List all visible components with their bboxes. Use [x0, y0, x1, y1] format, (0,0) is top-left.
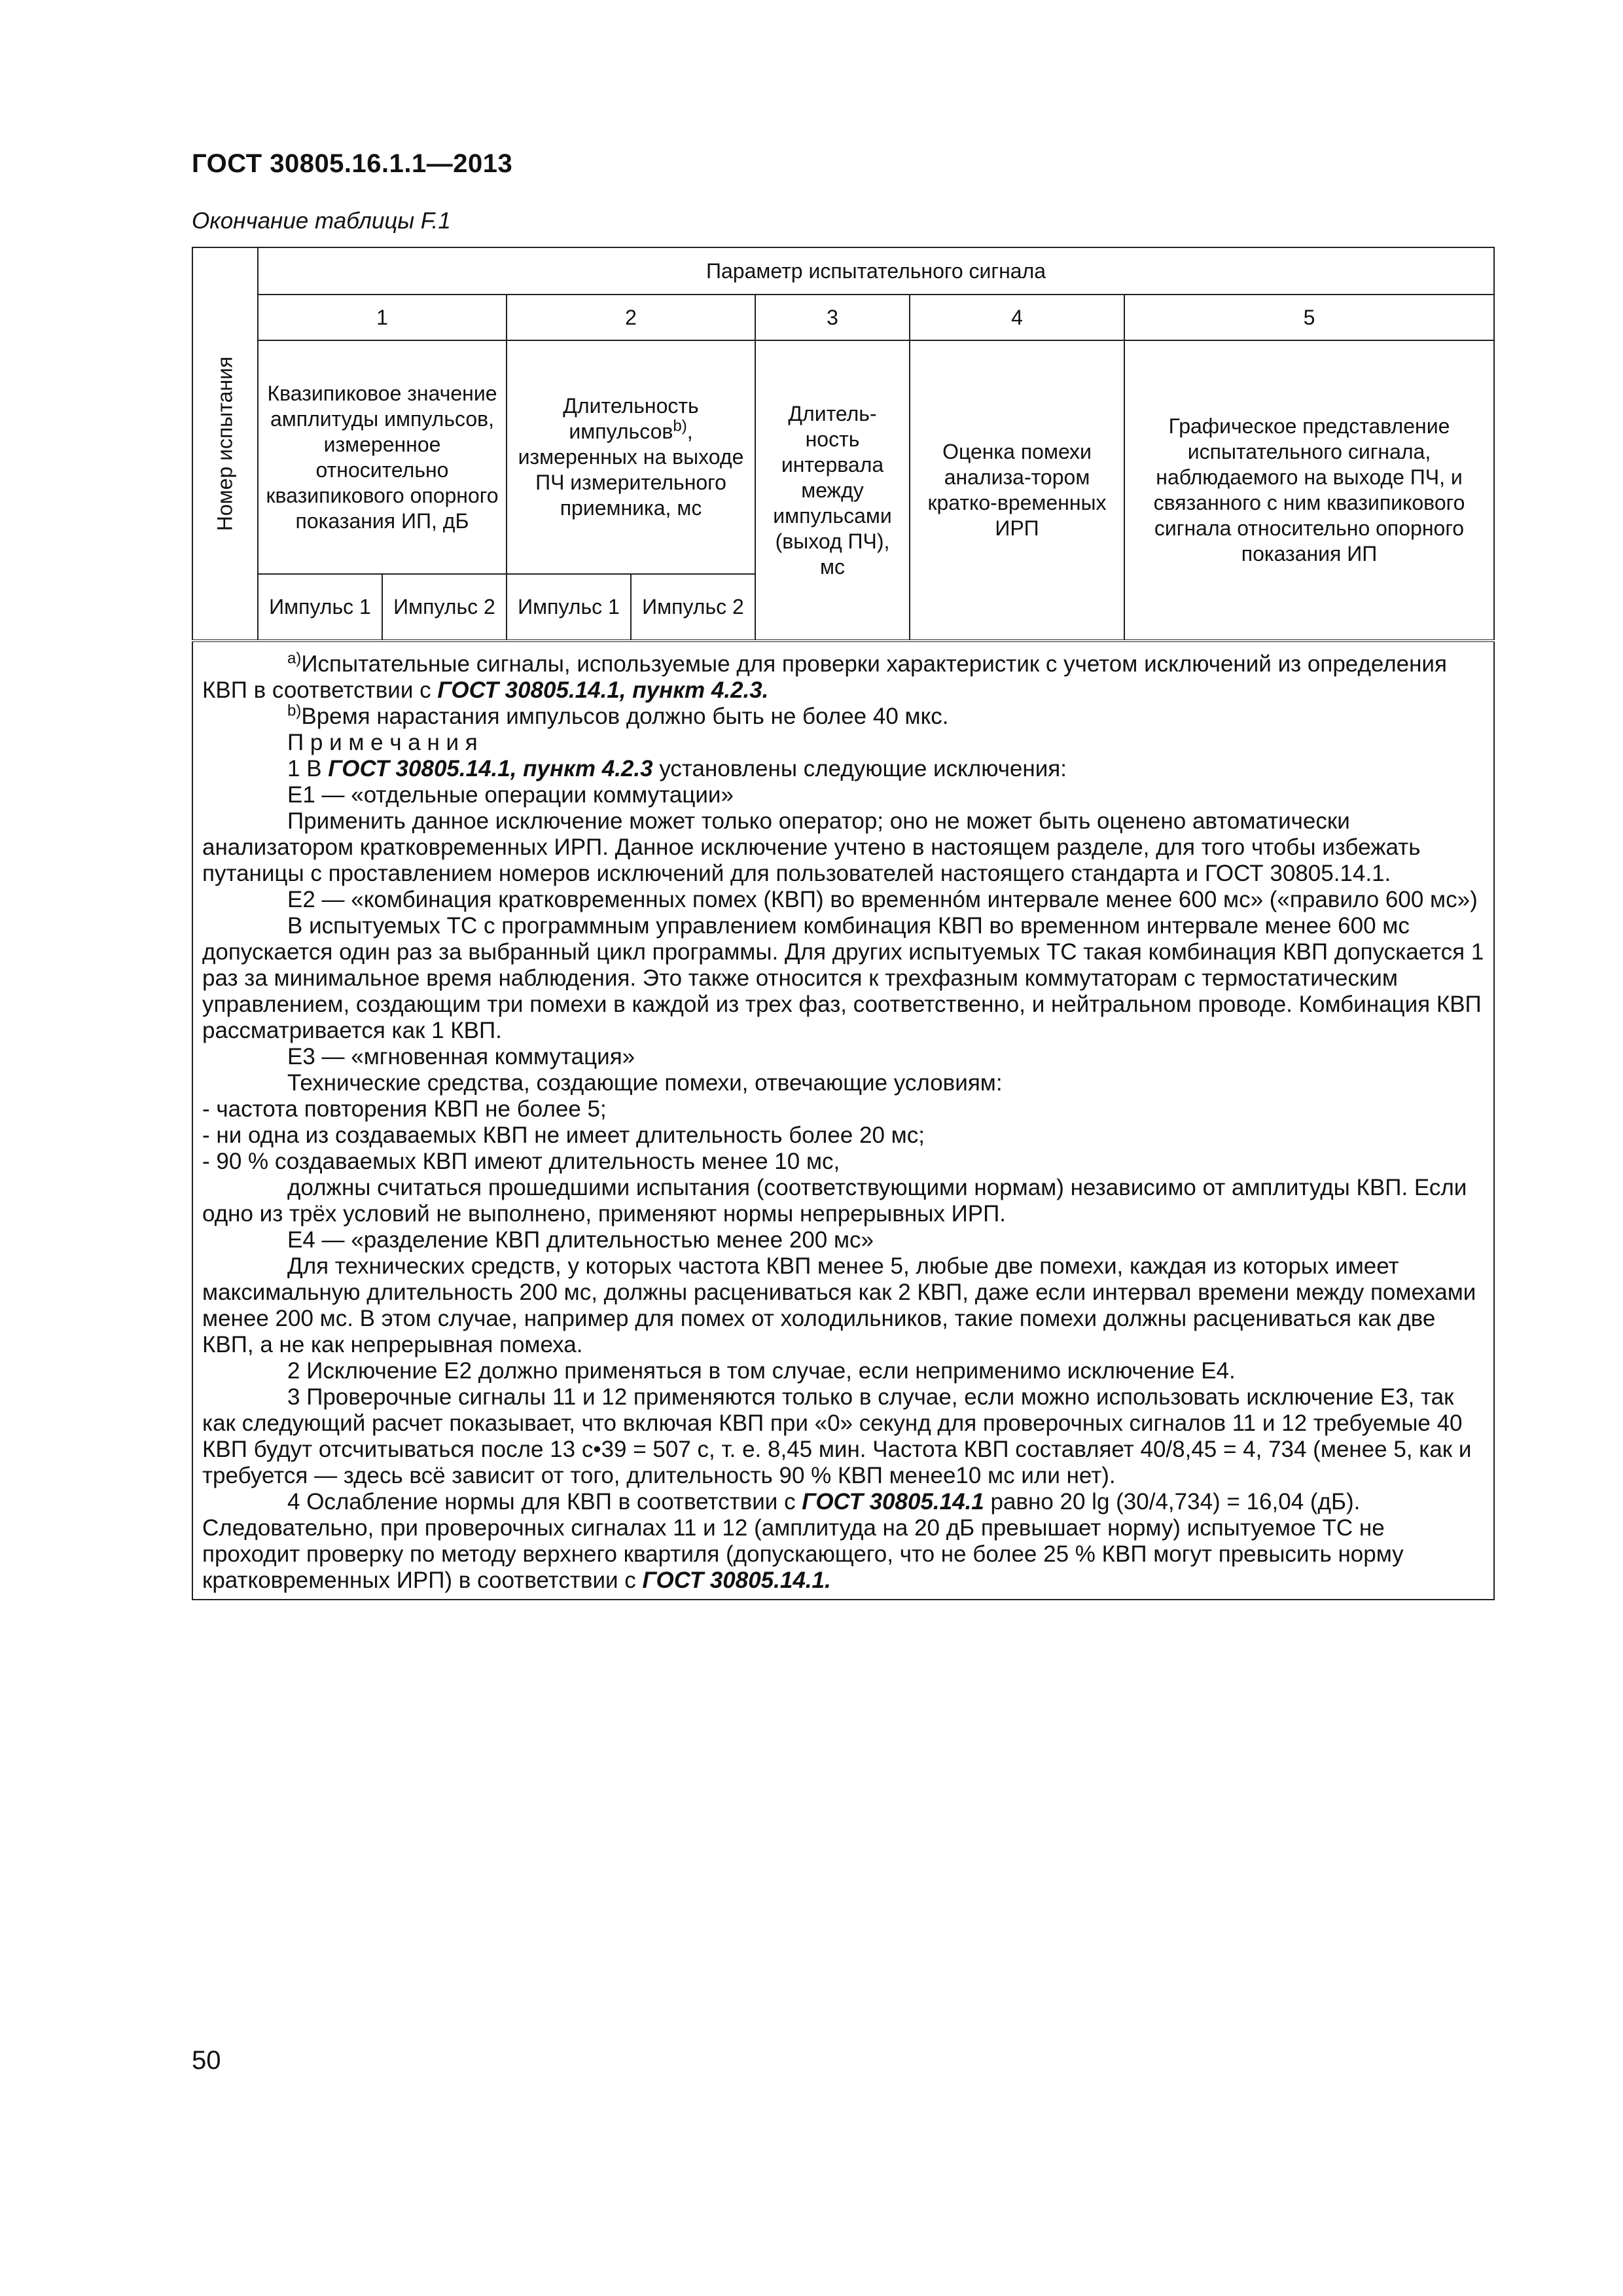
exception-e1-title: Е1 — «отдельные операции коммутации» — [287, 782, 734, 808]
exception-e3-title: Е3 — «мгновенная коммутация» — [287, 1044, 635, 1069]
footnote-a-reference: ГОСТ 30805.14.1, пункт 4.2.3. — [437, 677, 769, 703]
table-caption: Окончание таблицы F.1 — [192, 208, 451, 234]
column-number-1: 1 — [258, 295, 507, 340]
column-1-description: Квазипиковое значение амплитуды импульсов, измеренное относительно квазипикового опорного показания ИП, дБ — [258, 340, 507, 574]
column-number-5: 5 — [1124, 295, 1494, 340]
exception-e4-text: Для технических средств, у которых частота КВП менее 5, любые две помехи, каждая из которых имеет максимальную длительность 200 мс, должны расцениваться как 2 КВП, даже если интервал времени между помехами менее 200 мс. В этом случае, например для помех от холодильников, такие помехи должны расцениваться как две КВП, а не как непрерывная помеха. — [202, 1253, 1476, 1357]
column-3-description: Длитель-ность интервала между импульсами (выход ПЧ), мс — [755, 340, 910, 641]
subheader-impulse-2a: Импульс 2 — [382, 574, 507, 641]
column-number-2: 2 — [507, 295, 755, 340]
column-4-description: Оценка помехи анализа-тором кратко-временных ИРП — [910, 340, 1124, 641]
page-number: 50 — [192, 2046, 221, 2075]
exception-e4-title: Е4 — «разделение КВП длительностью менее 200 мс» — [287, 1227, 874, 1253]
note-4-reference-1: ГОСТ 30805.14.1 — [802, 1489, 984, 1515]
notes-cell — [192, 641, 1494, 1600]
subheader-impulse-1b: Импульс 1 — [507, 574, 631, 641]
note-1-reference: ГОСТ 30805.14.1, пункт 4.2.3 — [328, 756, 653, 781]
subheader-impulse-1a: Импульс 1 — [258, 574, 382, 641]
subheader-impulse-2b: Импульс 2 — [631, 574, 755, 641]
footnote-b-marker: b) — [673, 417, 687, 435]
footnote-b — [202, 704, 1487, 730]
column-2-desc-main: Длительность импульсов — [563, 394, 699, 443]
exception-e3-item: - ни одна из создаваемых КВП не имеет длительность более 20 мс; — [202, 1122, 925, 1148]
footnote-b-text: Время нарастания импульсов должно быть не более 40 мкс. — [301, 704, 949, 729]
parameters-table — [192, 247, 1495, 1600]
exception-e3-item: - частота повторения КВП не более 5; — [202, 1096, 607, 1122]
note-1-prefix: 1 В — [287, 756, 329, 781]
note-3: 3 Проверочные сигналы 11 и 12 применяются только в случае, если можно использовать исключение Е3, так как следующий расчет показывает, что включая КВП при «0» секунд для проверочных сигналов 11 и 12 требуемые 40 КВП будут отсчитываться после 13 с•39 = 507 с, т. е. 8,45 мин. Частота КВП составляет 40/8,45 = 4, 734 (менее 5, как и требуется — здесь всё зависит от того, длительность 90 % КВП менее10 мс или нет). — [202, 1384, 1472, 1488]
standard-code-header: ГОСТ 30805.16.1.1—2013 — [192, 149, 513, 178]
exception-e3-item: - 90 % создаваемых КВП имеют длительность менее 10 мс, — [202, 1149, 840, 1174]
row-header-label: Номер испытания — [213, 356, 237, 531]
exception-e2-title: Е2 — «комбинация кратковременных помех (КВП) во временнóм интервале менее 600 мс» («правило 600 мс») — [287, 887, 1478, 912]
note-4-reference-2: ГОСТ 30805.14.1. — [642, 1568, 831, 1593]
note-1-suffix: установлены следующие исключения: — [652, 756, 1067, 781]
exception-e3-intro: Технические средства, создающие помехи, отвечающие условиям: — [287, 1070, 1003, 1096]
group-header: Параметр испытательного сигнала — [258, 247, 1494, 295]
footnote-b-marker: b) — [287, 702, 302, 720]
column-number-4: 4 — [910, 295, 1124, 340]
footnote-a-marker: a) — [287, 649, 302, 668]
note-4 — [202, 1489, 1487, 1594]
column-5-description: Графическое представление испытательного сигнала, наблюдаемого на выходе ПЧ, и связанного с ним квазипикового сигнала относительно опорного показания ИП — [1124, 340, 1494, 641]
note-4-prefix: 4 Ослабление нормы для КВП в соответствии с — [287, 1489, 802, 1515]
column-number-3: 3 — [755, 295, 910, 340]
footnote-a — [202, 651, 1487, 704]
row-header-cell — [192, 247, 258, 641]
column-2-desc-rest: , измеренных на выходе ПЧ измерительного приемника, мс — [518, 420, 744, 520]
note-2: 2 Исключение Е2 должно применяться в том случае, если неприменимо исключение Е4. — [287, 1358, 1236, 1384]
exception-e2-text: В испытуемых ТС с программным управлением комбинация КВП во временном интервале менее 600 мс допускается один раз за выбранный цикл программы. Для других испытуемых ТС такая комбинация КВП допускается 1 раз за минимальное время наблюдения. Это также относится к трехфазным коммутаторам с термостатическим управлением, создающим три помехи в каждой из трех фаз, соответственно, и нейтральном проводе. Комбинация КВП рассматривается как 1 КВП. — [202, 913, 1484, 1043]
footnote-a-text: Испытательные сигналы, используемые для проверки характеристик с учетом исключений из определения КВП в соответствии с — [202, 651, 1447, 703]
notes-title: П р и м е ч а н и я — [287, 730, 478, 755]
exception-e1-text: Применить данное исключение может только оператор; оно не может быть оценено автоматически анализатором кратковременных ИРП. Данное исключение учтено в настоящем разделе, для того чтобы избежать путаницы с проставлением номеров исключений для пользователей настоящего стандарта и ГОСТ 30805.14.1. — [202, 808, 1421, 886]
column-2-description — [507, 340, 755, 574]
exception-e3-text: должны считаться прошедшими испытания (соответствующими нормам) независимо от амплитуды КВП. Если одно из трёх условий не выполнено, применяют нормы непрерывных ИРП. — [202, 1175, 1467, 1227]
note-1 — [202, 756, 1487, 782]
note-4-text: равно 20 lg (30/4,734) = 16,04 (дБ). Следовательно, при проверочных сигналах 11 и 12 (амплитуда на 20 дБ превышает норму) испытуемое ТС не проходит проверку по методу верхнего квартиля (допускающего, что не более 25 % КВП могут превысить норму кратковременных ИРП) в соответствии с — [202, 1489, 1404, 1593]
